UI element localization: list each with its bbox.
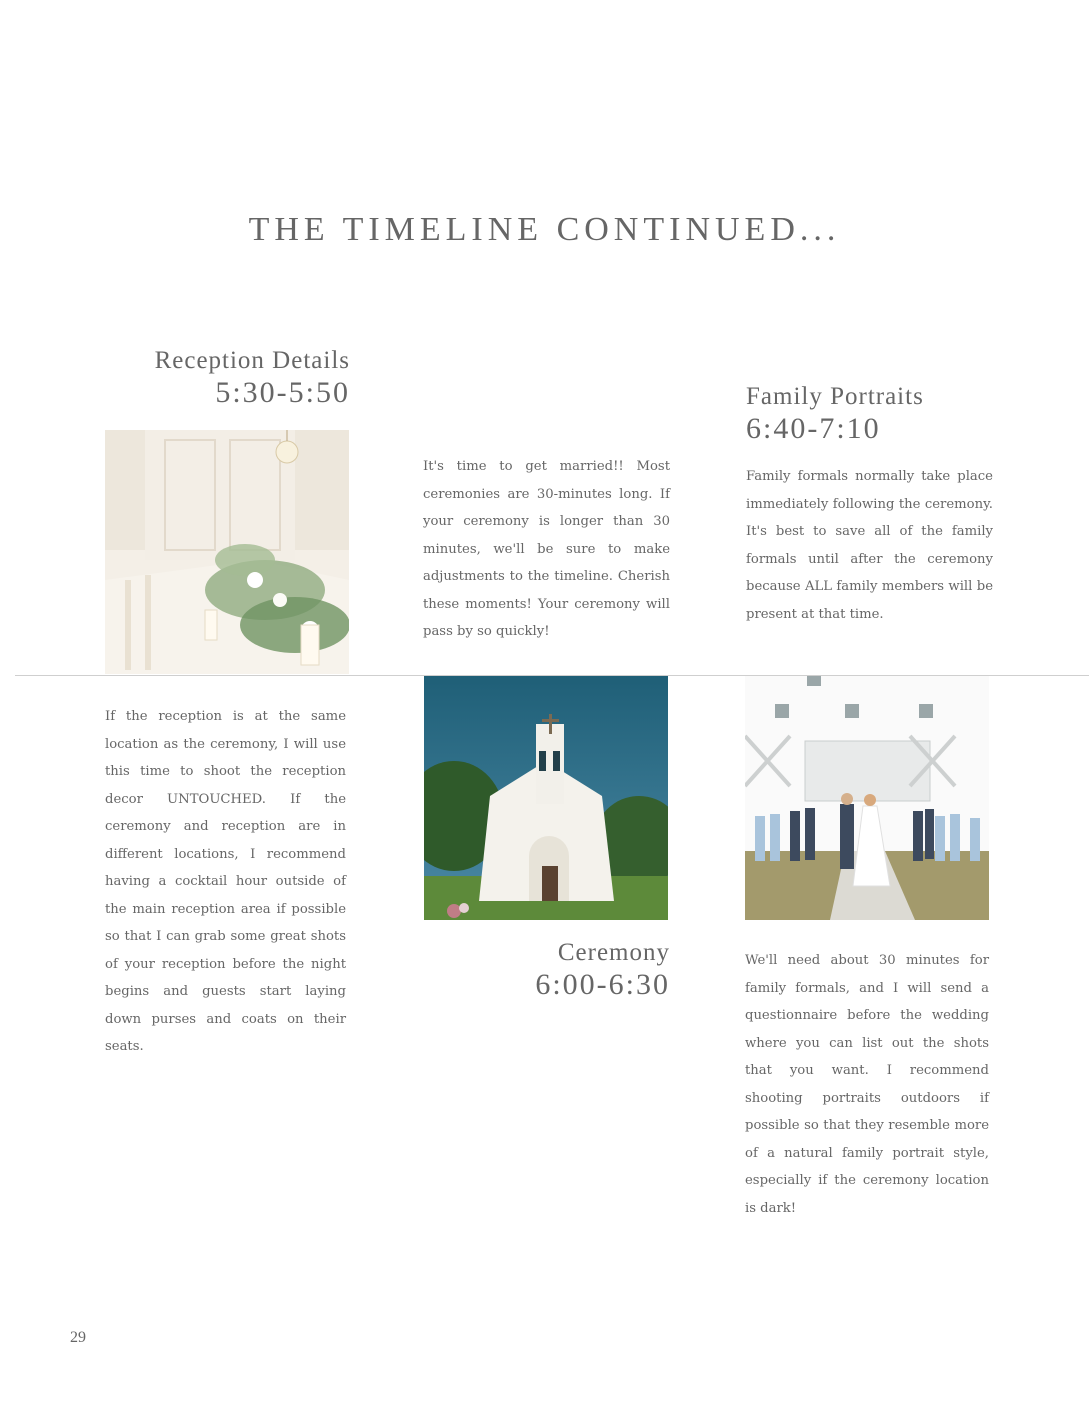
family-description-top: Family formals normally take place immediately following the ceremony. It's best to save all of the family formals until after the ceremony because ALL family members will be present at that time. (746, 469, 993, 622)
reception-heading (100, 346, 350, 410)
reception-decor-photo (105, 430, 349, 674)
ceremony-description: It's time to get married!! Most ceremonies are 30-minutes long. If your ceremony is longer than 30 minutes, we'll be sure to make adjustments to the timeline. Cherish these moments! Your ceremony will pass by so quickly! (423, 459, 670, 639)
family-description-bottom: We'll need about 30 minutes for family formals, and I will send a questionnaire before the wedding where you can list out the shots that you want. I recommend shooting portraits outdoors if possible so that they resemble more of a natural family portrait style, especially if the ceremony location is dark! (745, 953, 989, 1216)
ceremony-name: Ceremony (557, 939, 670, 966)
family-name: Family Portraits (746, 383, 924, 410)
page-number: 29 (70, 1329, 86, 1346)
reception-description: If the reception is at the same location as the ceremony, I will use this time to shoot the reception decor UNTOUCHED. If the ceremony and reception are in different locations, I recommend having a cocktail hour outside of the main reception area if possible so that I can grab some great shots of your reception before the night begins and guests start laying down purses and coats on their seats. (105, 709, 346, 1054)
page-title: THE TIMELINE CONTINUED... (248, 210, 841, 248)
chapel-photo (424, 676, 668, 920)
ceremony-time: 6:00-6:30 (535, 968, 670, 1001)
wedding-party-photo (745, 676, 989, 920)
ceremony-heading (420, 938, 670, 1002)
family-heading (746, 382, 1006, 446)
divider-line (15, 675, 1089, 676)
family-time: 6:40-7:10 (746, 412, 881, 445)
reception-time: 5:30-5:50 (215, 376, 350, 409)
reception-name: Reception Details (154, 347, 350, 374)
